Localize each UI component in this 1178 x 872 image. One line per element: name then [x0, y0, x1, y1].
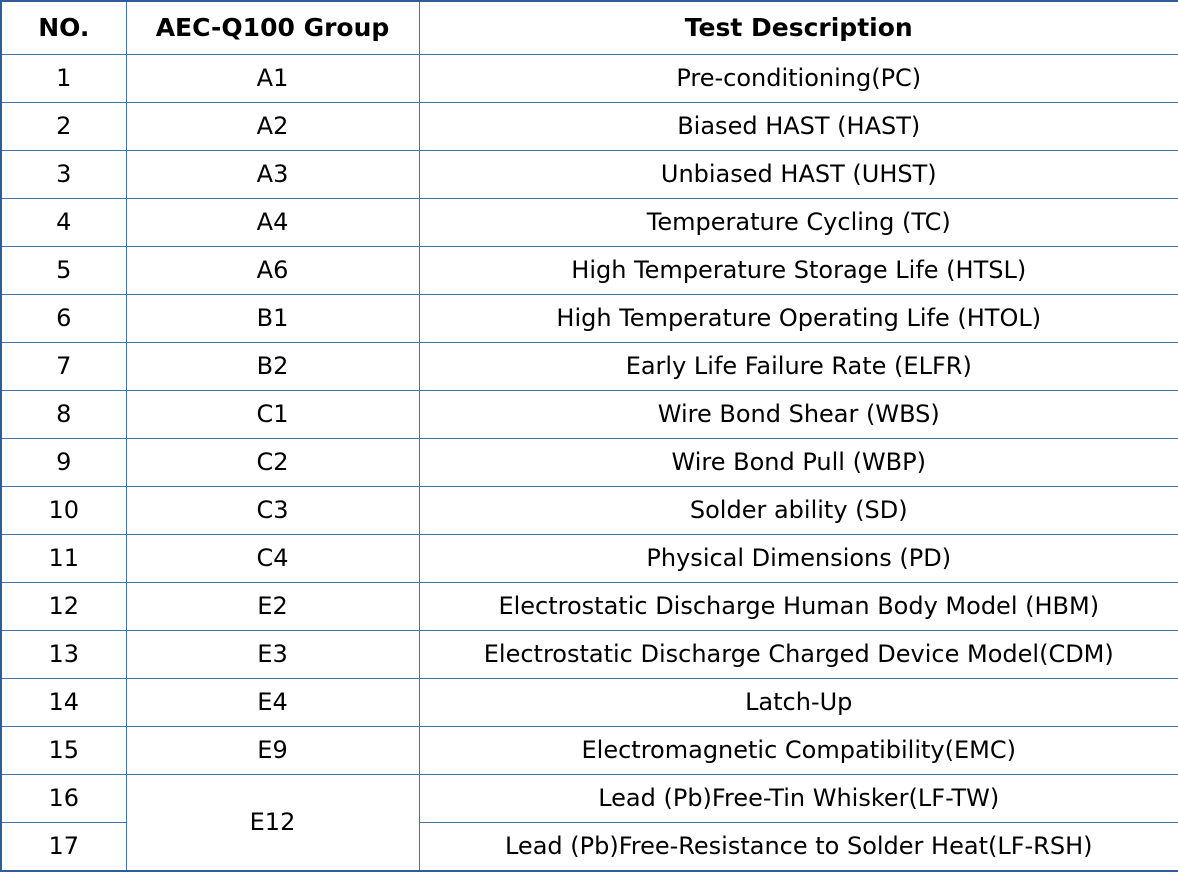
cell-group: A4	[126, 199, 419, 247]
table-row	[1, 487, 1178, 535]
cell-no: 6	[1, 295, 126, 343]
cell-no: 17	[1, 823, 126, 872]
cell-description: Pre-conditioning(PC)	[419, 55, 1178, 103]
table-row	[1, 439, 1178, 487]
cell-no: 9	[1, 439, 126, 487]
cell-group: A3	[126, 151, 419, 199]
cell-no: 8	[1, 391, 126, 439]
table-body	[1, 55, 1178, 872]
cell-no: 16	[1, 775, 126, 823]
cell-group: E4	[126, 679, 419, 727]
cell-group: C4	[126, 535, 419, 583]
table-row	[1, 679, 1178, 727]
column-header-no: NO.	[1, 1, 126, 55]
table-row	[1, 151, 1178, 199]
table-header	[1, 1, 1178, 55]
column-header-group: AEC-Q100 Group	[126, 1, 419, 55]
cell-no: 10	[1, 487, 126, 535]
cell-description: Latch-Up	[419, 679, 1178, 727]
cell-no: 15	[1, 727, 126, 775]
cell-no: 3	[1, 151, 126, 199]
cell-description: High Temperature Operating Life (HTOL)	[419, 295, 1178, 343]
cell-group: E9	[126, 727, 419, 775]
cell-group: C3	[126, 487, 419, 535]
cell-description: Wire Bond Pull (WBP)	[419, 439, 1178, 487]
table-row	[1, 631, 1178, 679]
cell-description: Electromagnetic Compatibility(EMC)	[419, 727, 1178, 775]
cell-no: 13	[1, 631, 126, 679]
cell-no: 5	[1, 247, 126, 295]
cell-group-merged: E12	[126, 775, 419, 872]
table-row	[1, 583, 1178, 631]
table-row	[1, 727, 1178, 775]
cell-group: E2	[126, 583, 419, 631]
cell-no: 2	[1, 103, 126, 151]
column-header-description: Test Description	[419, 1, 1178, 55]
cell-group: C1	[126, 391, 419, 439]
table-row	[1, 535, 1178, 583]
cell-description: Temperature Cycling (TC)	[419, 199, 1178, 247]
cell-description: Electrostatic Discharge Human Body Model (HBM)	[419, 583, 1178, 631]
cell-description: Physical Dimensions (PD)	[419, 535, 1178, 583]
cell-group: B1	[126, 295, 419, 343]
cell-group: E3	[126, 631, 419, 679]
table-row	[1, 55, 1178, 103]
table-row	[1, 247, 1178, 295]
table-row	[1, 103, 1178, 151]
cell-description: Electrostatic Discharge Charged Device Model(CDM)	[419, 631, 1178, 679]
cell-no: 11	[1, 535, 126, 583]
cell-group: A2	[126, 103, 419, 151]
cell-description: Lead (Pb)Free-Tin Whisker(LF-TW)	[419, 775, 1178, 823]
table-row	[1, 343, 1178, 391]
cell-no: 4	[1, 199, 126, 247]
cell-no: 1	[1, 55, 126, 103]
cell-group: C2	[126, 439, 419, 487]
table-header-row	[1, 1, 1178, 55]
cell-description: High Temperature Storage Life (HTSL)	[419, 247, 1178, 295]
table-row	[1, 199, 1178, 247]
cell-description: Wire Bond Shear (WBS)	[419, 391, 1178, 439]
table-row	[1, 295, 1178, 343]
cell-group: B2	[126, 343, 419, 391]
cell-description: Lead (Pb)Free-Resistance to Solder Heat(LF-RSH)	[419, 823, 1178, 872]
cell-description: Biased HAST (HAST)	[419, 103, 1178, 151]
cell-description: Solder ability (SD)	[419, 487, 1178, 535]
cell-description: Early Life Failure Rate (ELFR)	[419, 343, 1178, 391]
cell-no: 7	[1, 343, 126, 391]
table-row	[1, 775, 1178, 823]
cell-no: 14	[1, 679, 126, 727]
cell-no: 12	[1, 583, 126, 631]
cell-group: A6	[126, 247, 419, 295]
cell-description: Unbiased HAST (UHST)	[419, 151, 1178, 199]
cell-group: A1	[126, 55, 419, 103]
table-row	[1, 391, 1178, 439]
